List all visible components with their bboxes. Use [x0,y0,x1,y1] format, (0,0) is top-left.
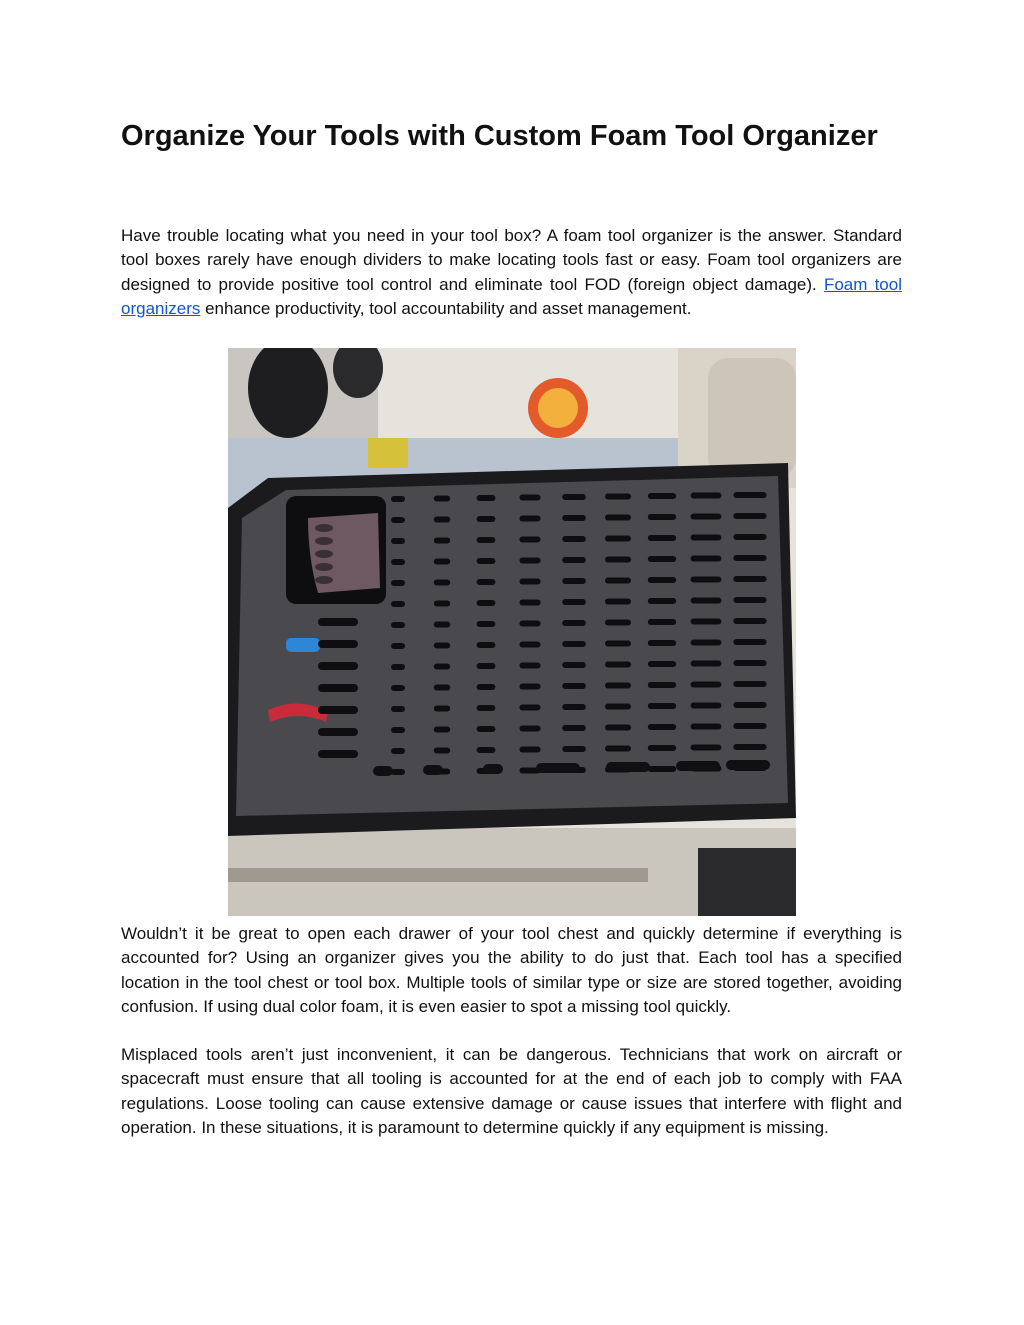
foam-slot [648,703,676,709]
intro-text-after-link: enhance productivity, tool accountability and asset management. [200,299,692,319]
foam-slot [733,513,766,519]
fastener-tool [606,762,650,772]
foam-slot [733,534,766,540]
foam-slot [519,621,540,627]
foam-slot [562,515,586,521]
foam-slot [519,726,540,732]
foam-slot [691,661,722,667]
foam-slot [434,538,450,544]
fastener-tool [373,766,393,776]
foam-slot [691,619,722,625]
foam-slot [648,745,676,751]
foam-slot [648,577,676,583]
foam-slot [691,514,722,520]
foam-slot [519,600,540,606]
foam-slot [605,746,631,752]
foam-slot [434,727,450,733]
foam-slot [477,621,496,627]
foam-slot [691,556,722,562]
foam-slot [648,556,676,562]
foam-slot [391,517,405,523]
safety-paragraph: Misplaced tools aren’t just inconvenient, it can be dangerous. Technicians that work on aircraft or spacecraft must ensure that all tooling is accounted for at the end of each job to comply with FAA regulations. Loose tooling can cause extensive damage or cause issues that interfere with flight and operation. In these situations, it is paramount to determine quickly if any equipment is missing. [121,1045,902,1138]
foam-slot [434,496,450,502]
foam-slot [391,769,405,775]
knuckle-hole [315,576,333,584]
side-slot [318,618,358,626]
foam-slot [477,726,496,732]
foam-slot [519,747,540,753]
foam-slot [605,620,631,626]
foam-slot [434,664,450,670]
foam-slot [733,618,766,624]
document-title: Organize Your Tools with Custom Foam Tool Organizer [121,120,878,152]
foam-slot [391,664,405,670]
side-slot [318,640,358,648]
foam-slot [519,642,540,648]
foam-slot [605,599,631,605]
foam-slot [691,598,722,604]
foam-slot [391,559,405,565]
side-slot [318,750,358,758]
foam-slot [434,517,450,523]
tape-roll-inner [538,388,578,428]
foam-slot [648,724,676,730]
drawer-slide [228,868,648,882]
foam-slot [519,579,540,585]
foam-slot [519,684,540,690]
foam-slot [519,537,540,543]
fastener-tool [536,763,580,773]
foam-slot [477,747,496,753]
foam-slot [477,705,496,711]
fastener-tool [726,760,770,770]
foam-slot [605,536,631,542]
foam-slot [391,538,405,544]
foam-slot [434,643,450,649]
foam-slot [391,496,405,502]
foam-slot [691,682,722,688]
drawer-paragraph: Wouldn’t it be great to open each drawer of your tool chest and quickly determine if everything is accounted for? Using an organizer gives you the ability to do just that. Each tool has a specified location in the tool chest or tool box. Multiple tools of similar type or size are stored together, avoiding confusion. If using dual color foam, it is even easier to spot a missing tool quickly. [121,924,902,1017]
intro-paragraph [121,224,902,322]
fastener-tool [483,764,503,774]
foam-slot [434,622,450,628]
foam-slot [562,683,586,689]
foam-slot [434,685,450,691]
clutter-box [368,438,408,468]
side-slot [318,706,358,714]
foam-slot [391,622,405,628]
fastener-tool [676,761,720,771]
foam-slot [391,706,405,712]
foam-slot [605,557,631,563]
foam-slot [477,663,496,669]
foam-slot [733,702,766,708]
foam-slot [391,643,405,649]
foam-slot [391,580,405,586]
foam-slot [648,514,676,520]
foam-slot [648,598,676,604]
foam-slot [477,516,496,522]
foam-slot [477,600,496,606]
foam-slot [519,663,540,669]
foam-slot [691,703,722,709]
bag-side [708,358,796,478]
knuckle-hole [315,524,333,532]
foam-slot [733,744,766,750]
foam-organizer-illustration [228,348,796,916]
foam-slot [733,660,766,666]
foam-slot [733,492,766,498]
side-slot [318,684,358,692]
knuckle-hole [315,550,333,558]
foam-slot [691,493,722,499]
foam-corner-bottom-right [698,848,796,916]
foam-slot [733,639,766,645]
foam-slot [562,641,586,647]
foam-slot [648,535,676,541]
intro-text-before-link: Have trouble locating what you need in your tool box? A foam tool organizer is the answer. Standard tool boxes rarely have enough dividers to make locating tools fast or easy. Foam tool organizers are designed to provide positive tool control and eliminate tool FOD (foreign object damage). [121,226,902,294]
foam-slot [562,599,586,605]
foam-slot [733,576,766,582]
foam-slot [434,559,450,565]
knuckle-hole [315,537,333,545]
foam-slot [562,620,586,626]
foam-slot [605,704,631,710]
foam-slot [648,619,676,625]
foam-slot [519,495,540,501]
fastener-tool [423,765,443,775]
blue-tool [286,638,320,652]
foam-slot [391,727,405,733]
foam-slot [691,535,722,541]
foam-slot [434,748,450,754]
foam-slot [691,640,722,646]
foam-slot [391,601,405,607]
foam-slot [562,725,586,731]
foam-slot [562,494,586,500]
foam-slot [733,597,766,603]
knuckle-hole [315,563,333,571]
foam-slot [648,661,676,667]
foam-slot [691,724,722,730]
foam-slot [648,493,676,499]
foam-slot [391,685,405,691]
foam-tool-organizers-link[interactable]: Foam tool organizers [121,274,902,319]
foam-slot [477,558,496,564]
foam-slot [733,555,766,561]
foam-slot [519,516,540,522]
side-slot [318,662,358,670]
foam-slot [562,536,586,542]
foam-slot [605,662,631,668]
foam-slot [477,642,496,648]
foam-slot [691,577,722,583]
foam-slot [733,681,766,687]
foam-slot [648,640,676,646]
foam-slot [605,641,631,647]
foam-slot [562,578,586,584]
foam-slot [519,558,540,564]
foam-slot [477,495,496,501]
foam-slot [562,746,586,752]
foam-slot [391,748,405,754]
foam-slot [605,725,631,731]
foam-slot [691,745,722,751]
side-slot [318,728,358,736]
foam-slot [605,578,631,584]
foam-slot [562,557,586,563]
foam-slot [605,494,631,500]
foam-slot [434,706,450,712]
foam-slot [733,723,766,729]
foam-slot [434,580,450,586]
foam-slot [477,684,496,690]
foam-slot [477,537,496,543]
foam-organizer-photo [228,348,796,916]
foam-slot [648,766,676,772]
foam-slot [605,683,631,689]
foam-slot [648,682,676,688]
foam-slot [519,705,540,711]
foam-slot [477,579,496,585]
foam-slot [434,601,450,607]
foam-slot [562,704,586,710]
foam-slot [605,515,631,521]
foam-slot [562,662,586,668]
